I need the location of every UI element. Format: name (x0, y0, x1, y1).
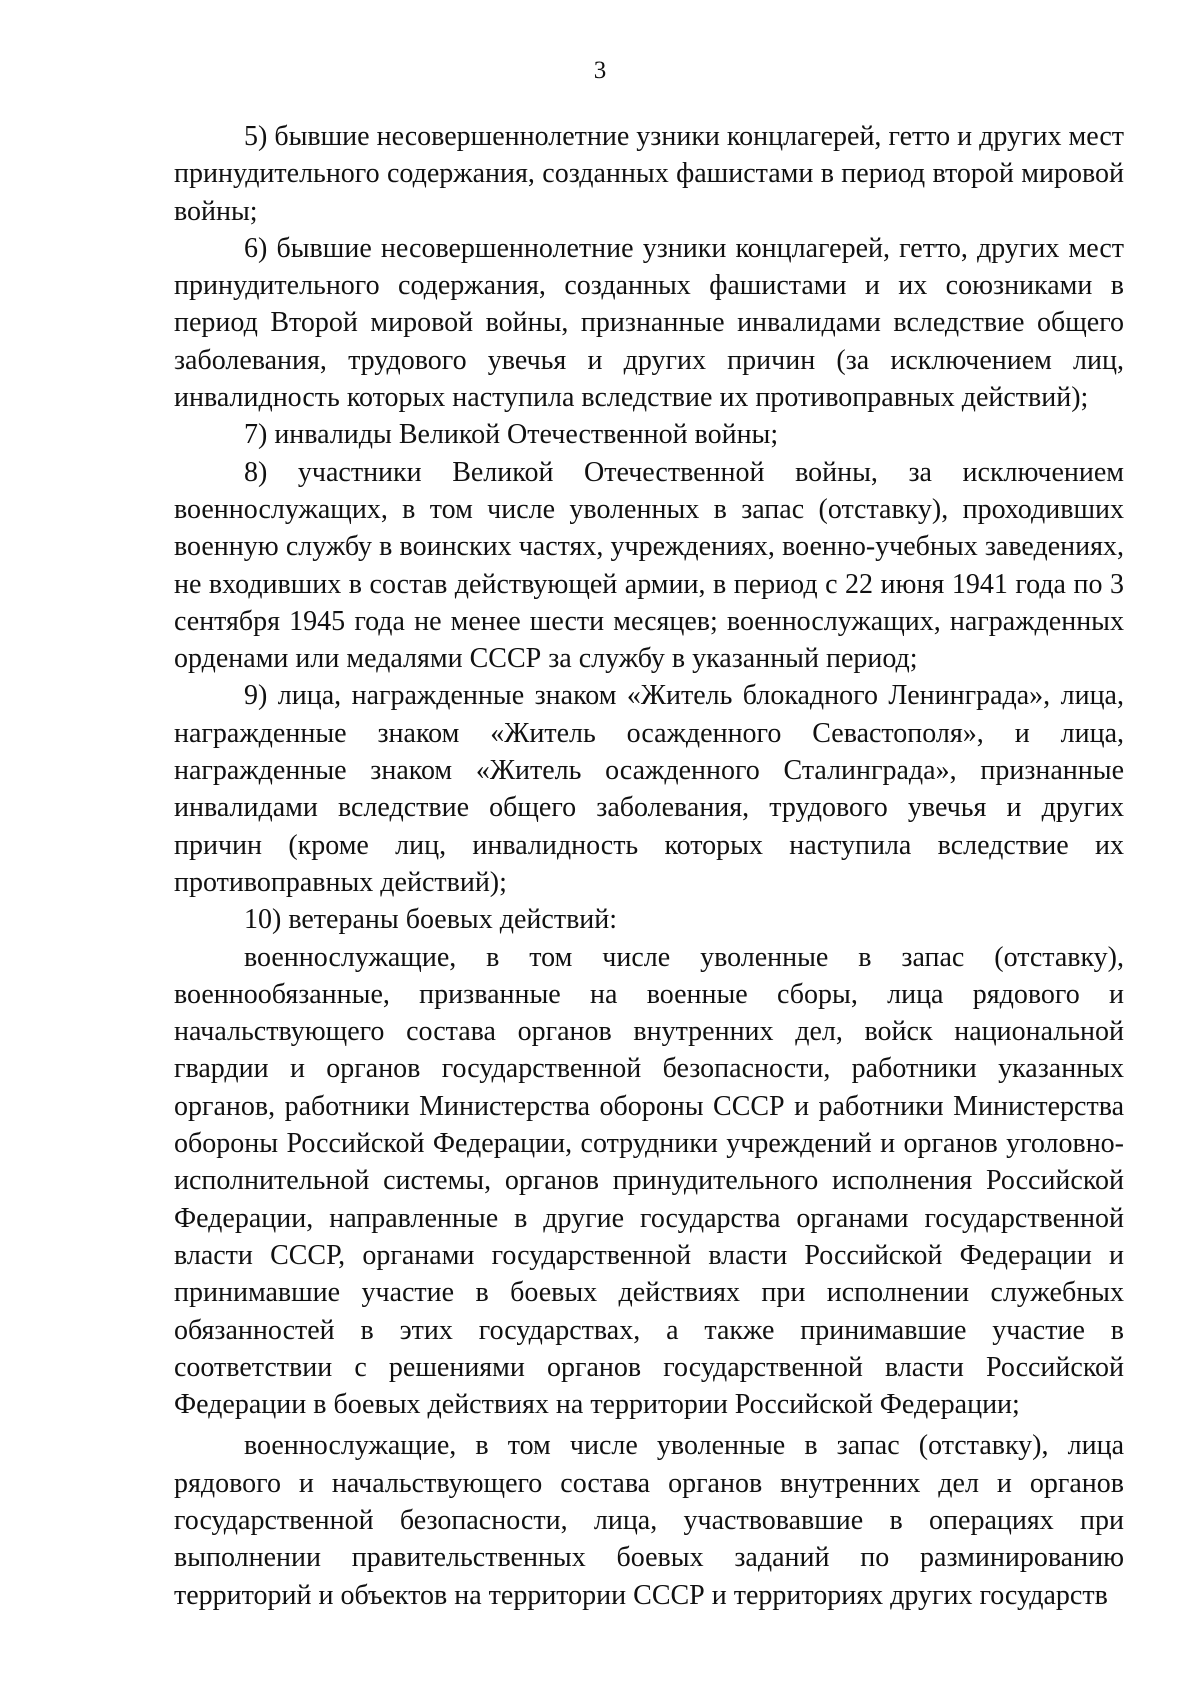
paragraph-combat-veterans-2: военнослужащие, в том числе уволенные в запас (отставку), лица рядового и начальствующего состава органов внутренних дел и органов государственной безопасности, лица, участвовавшие в операциях при выполнении правительственных боевых заданий по разминированию территорий и объектов на территории СССР и территориях других государств (174, 1430, 1124, 1611)
paragraph-item-8: 8) участники Великой Отечественной войны, за исключением военнослужащих, в том числе уволенных в запас (отставку), проходивших военную службу в воинских частях, учреждениях, военно-учебных заведениях, не входивших в состав действующей армии, в период с 22 июня 1941 года по 3 сентября 1945 года не менее шести месяцев; военнослужащих, награжденных орденами или медалями СССР за службу в указанный период; (174, 456, 1124, 675)
paragraph-item-7: 7) инвалиды Великой Отечественной войны; (244, 419, 779, 451)
document-body (174, 118, 1124, 1614)
paragraph-combat-veterans-1: военнослужащие, в том числе уволенные в запас (отставку), военнообязанные, призванные на военные сборы, лица рядового и начальствующего состава органов внутренних дел, войск национальной гвардии и органов государственной безопасности, работники указанных органов, работники Министерства обороны СССР и работники Министерства обороны Российской Федерации, сотрудники учреждений и органов уголовно-исполнительной системы, органов принудительного исполнения Российской Федерации, направленные в другие государства органами государственной власти СССР, органами государственной власти Российской Федерации и принимавшие участие в боевых действиях при исполнении служебных обязанностей в этих государствах, а также принимавшие участие в соответствии с решениями органов государственной власти Российской Федерации в боевых действиях на территории Российской Федерации; (174, 941, 1124, 1421)
paragraph-item-5: 5) бывшие несовершеннолетние узники концлагерей, гетто и других мест принудительного содержания, созданных фашистами в период второй мировой войны; (174, 121, 1124, 227)
paragraph-item-9: 9) лица, награжденные знаком «Житель блокадного Ленинграда», лица, награжденные знаком «Житель осажденного Севастополя», и лица, награжденные знаком «Житель осажденного Сталинграда», признанные инвалидами вследствие общего заболевания, трудового увечья и других причин (кроме лиц, инвалидность которых наступила вследствие их противоправных действий); (174, 680, 1124, 898)
paragraph-item-6: 6) бывшие несовершеннолетние узники концлагерей, гетто, других мест принудительного содержания, созданных фашистами и их союзниками в период Второй мировой войны, признанные инвалидами вследствие общего заболевания, трудового увечья и других причин (за исключением лиц, инвалидность которых наступила вследствие их противоправных действий); (174, 232, 1124, 414)
page-number: 3 (593, 57, 607, 84)
paragraph-item-10: 10) ветераны боевых действий: (244, 904, 618, 936)
